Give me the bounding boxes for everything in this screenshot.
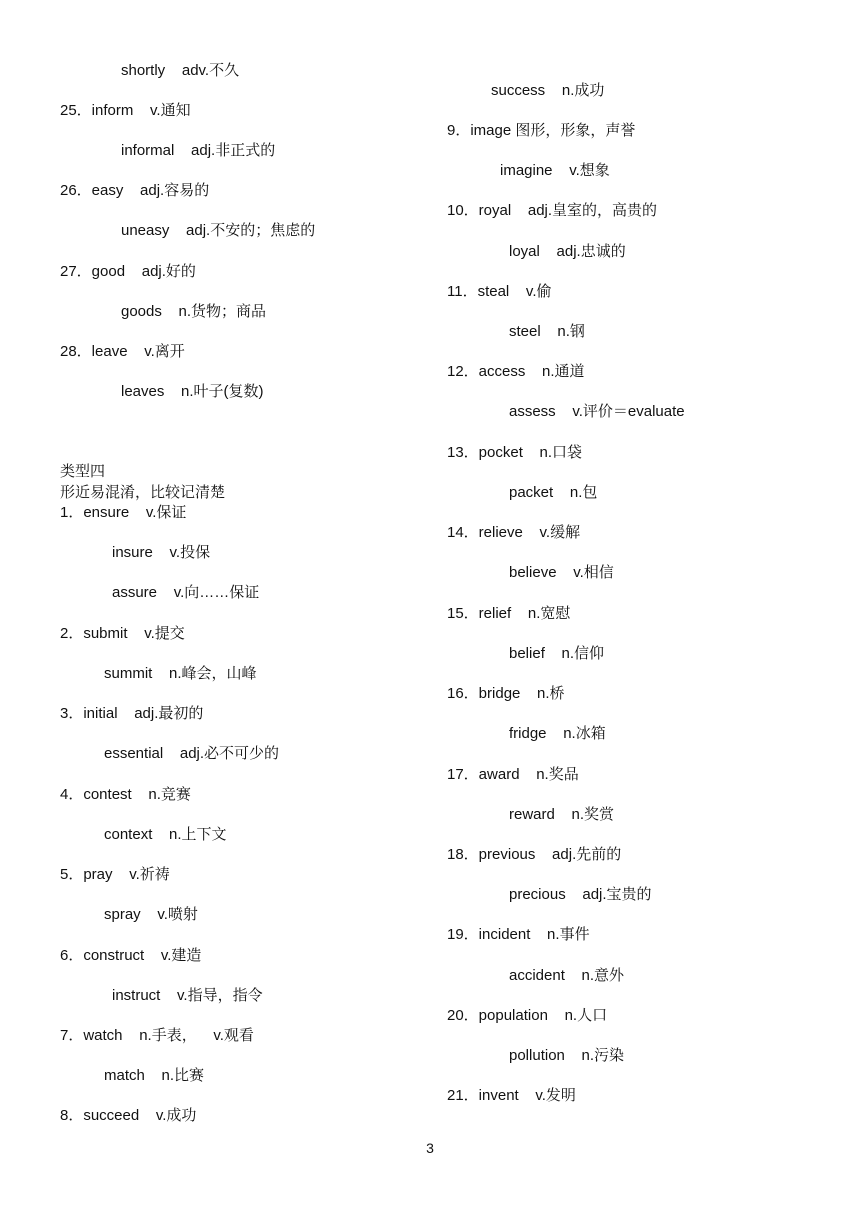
right-entry: 12．access n.通道 (447, 363, 585, 380)
right-entry: fridge n.冰箱 (509, 725, 606, 742)
left-entry: 形近易混淆，比较记清楚 (60, 484, 226, 501)
right-entry: steel n.钢 (509, 323, 585, 340)
right-entry: 16．bridge n.桥 (447, 685, 565, 702)
left-entry: 1．ensure v.保证 (60, 504, 187, 521)
left-entry: 7．watch n.手表， v.观看 (60, 1027, 254, 1044)
left-entry: context n.上下文 (104, 826, 227, 843)
right-entry: 20．population n.人口 (447, 1007, 608, 1024)
left-entry: shortly adv.不久 (121, 62, 240, 79)
right-entry: 11．steal v.偷 (447, 283, 552, 300)
left-entry: 2．submit v.提交 (60, 625, 185, 642)
right-entry: 19．incident n.事件 (447, 926, 590, 943)
left-entry: 3．initial adj.最初的 (60, 705, 204, 722)
page-number: 3 (426, 1140, 434, 1156)
left-entry: 28．leave v.离开 (60, 343, 185, 360)
right-entry: believe v.相信 (509, 564, 614, 581)
left-entry: essential adj.必不可少的 (104, 745, 280, 762)
right-entry: 10．royal adj.皇室的，高贵的 (447, 202, 658, 219)
right-entry: 14．relieve v.缓解 (447, 524, 581, 541)
right-entry: assess v.评价＝evaluate (509, 403, 685, 420)
left-entry: uneasy adj.不安的；焦虑的 (121, 222, 316, 239)
left-entry: assure v.向……保证 (112, 584, 260, 601)
right-entry: imagine v.想象 (500, 162, 610, 179)
left-entry: goods n.货物；商品 (121, 303, 267, 320)
right-entry: 18．previous adj.先前的 (447, 846, 622, 863)
right-entry: 21．invent v.发明 (447, 1087, 576, 1104)
right-entry: precious adj.宝贵的 (509, 886, 652, 903)
left-entry: instruct v.指导，指令 (112, 987, 263, 1004)
left-entry: informal adj.非正式的 (121, 142, 276, 159)
right-entry: 17．award n.奖品 (447, 766, 579, 783)
left-entry: 8．succeed v.成功 (60, 1107, 197, 1124)
left-entry: 27．good adj.好的 (60, 263, 196, 280)
left-entry: 6．construct v.建造 (60, 947, 202, 964)
right-entry: packet n.包 (509, 484, 598, 501)
right-entry: accident n.意外 (509, 967, 625, 984)
left-entry: 26．easy adj.容易的 (60, 182, 210, 199)
left-entry: 类型四 (60, 463, 106, 480)
left-entry: match n.比赛 (104, 1067, 205, 1084)
right-entry: 13．pocket n.口袋 (447, 444, 583, 461)
left-entry: spray v.喷射 (104, 906, 198, 923)
left-entry: insure v.投保 (112, 544, 211, 561)
left-entry: leaves n.叶子(复数) (121, 383, 264, 400)
right-entry: 15．relief n.宽慰 (447, 605, 571, 622)
right-entry: 9．image 图形，形象，声誉 (447, 122, 636, 139)
right-entry: reward n.奖赏 (509, 806, 615, 823)
right-entry: belief n.信仰 (509, 645, 605, 662)
right-entry: pollution n.污染 (509, 1047, 625, 1064)
right-entry: loyal adj.忠诚的 (509, 243, 626, 260)
left-entry: summit n.峰会，山峰 (104, 665, 257, 682)
left-entry: 5．pray v.祈祷 (60, 866, 170, 883)
right-entry: success n.成功 (491, 82, 605, 99)
left-entry: 25．inform v.通知 (60, 102, 191, 119)
left-entry: 4．contest n.竞赛 (60, 786, 191, 803)
